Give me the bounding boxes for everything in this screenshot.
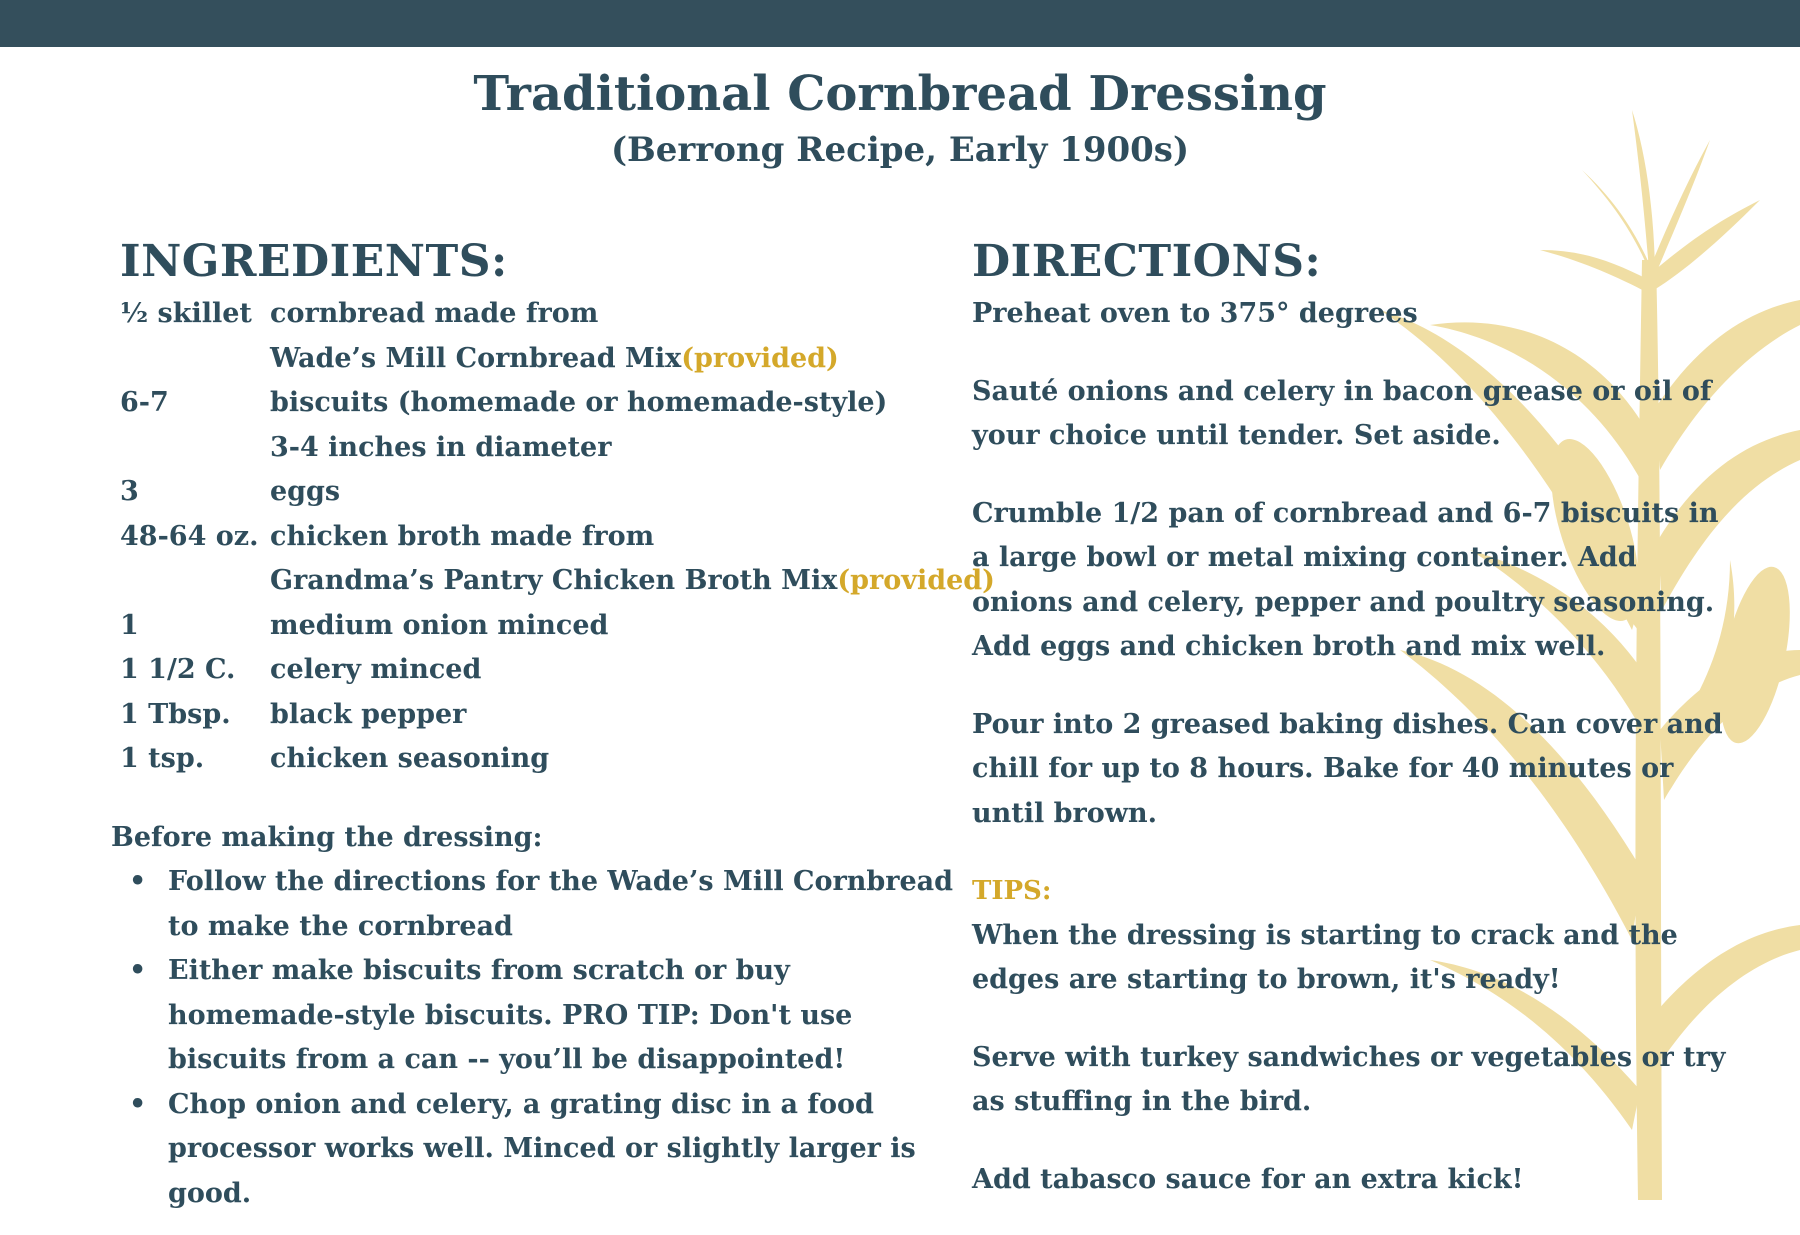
directions-heading: DIRECTIONS: [972,236,1322,287]
ingredient-item: medium onion minced [270,609,609,641]
ingredient-qty: 48-64 oz. [120,520,259,552]
top-header-bar [0,0,1800,47]
direction-step: Sauté onions and celery in bacon grease or oil of your choice until tender. Set aside. [972,375,1712,451]
ingredient-qty: 1 tsp. [120,743,205,774]
ingredient-row [120,559,995,604]
title-block [0,62,1800,174]
page-title: Traditional Cornbread Dressing [473,66,1327,122]
tip-text: When the dressing is starting to crack and the edges are starting to brown, it's ready! [972,919,1678,995]
ingredient-item: biscuits (homemade or homemade-style) [270,387,888,418]
ingredient-row [120,381,960,426]
ingredient-qty: 6-7 [120,387,169,418]
ingredient-row [120,337,960,382]
ingredient-item: chicken seasoning [270,743,550,774]
ingredient-row [120,292,960,337]
provided-note: (provided) [837,565,995,596]
ingredient-item: cornbread made from [270,298,599,329]
direction-step: Preheat oven to 375° degrees [972,298,1418,329]
direction-step: Crumble 1/2 pan of cornbread and 6-7 biscuits in a large bowl or metal mixing container. Add onions and celery, pepper and poultry seasoning. Add eggs and chicken broth and mix well. [972,497,1719,662]
ingredients-column [111,232,995,1216]
ingredient-row [120,426,960,471]
list-item: • Chop onion and celery, a grating disc in a food processor works well. Minced or slightly larger is good. [120,1083,960,1217]
bullet-icon: • [129,955,147,986]
ingredient-item: Wade’s Mill Cornbread Mix(provided) [270,342,839,374]
ingredient-qty: 1 Tbsp. [120,698,231,730]
direction-step: Pour into 2 greased baking dishes. Can cover and chill for up to 8 hours. Bake for 40 minutes or until brown. [972,708,1723,829]
ingredient-item: black pepper [270,698,467,730]
ingredient-row [120,648,960,693]
ingredient-item: eggs [270,476,341,507]
ingredient-qty: 3 [120,476,139,507]
ingredient-row [120,604,960,649]
page-subtitle: (Berrong Recipe, Early 1900s) [610,130,1190,170]
ingredient-row [120,470,960,515]
ingredient-row [120,693,960,738]
tip-text: Serve with turkey sandwiches or vegetables or try as stuffing in the bird. [972,1041,1726,1117]
ingredient-item: chicken broth made from [270,520,655,552]
before-heading: Before making the dressing: [111,821,543,853]
bullet-icon: • [129,1088,147,1120]
ingredient-row [120,515,960,560]
list-item: • Follow the directions for the Wade’s Mill Cornbread to make the cornbread [120,860,960,949]
ingredient-item: Grandma’s Pantry Chicken Broth Mix(provided) [270,565,995,596]
list-item: • Either make biscuits from scratch or buy homemade-style biscuits. PRO TIP: Don't use biscuits from a can -- you’ll be disappointed! [120,949,960,1083]
provided-note: (provided) [681,342,839,374]
ingredient-qty: ½ skillet [120,298,252,329]
bullet-icon: • [129,866,147,897]
ingredient-row [120,737,960,782]
ingredient-item: celery minced [270,654,482,685]
ingredient-qty: 1 1/2 C. [120,654,236,685]
ingredient-qty: 1 [120,609,139,641]
ingredient-item: 3-4 inches in diameter [270,431,612,463]
tip-text: Add tabasco sauce for an extra kick! [972,1163,1524,1195]
directions-column [972,232,1732,1235]
prep-notes-list [120,860,960,1216]
ingredients-heading: INGREDIENTS: [120,236,508,287]
tips-heading: TIPS: [972,876,1052,906]
